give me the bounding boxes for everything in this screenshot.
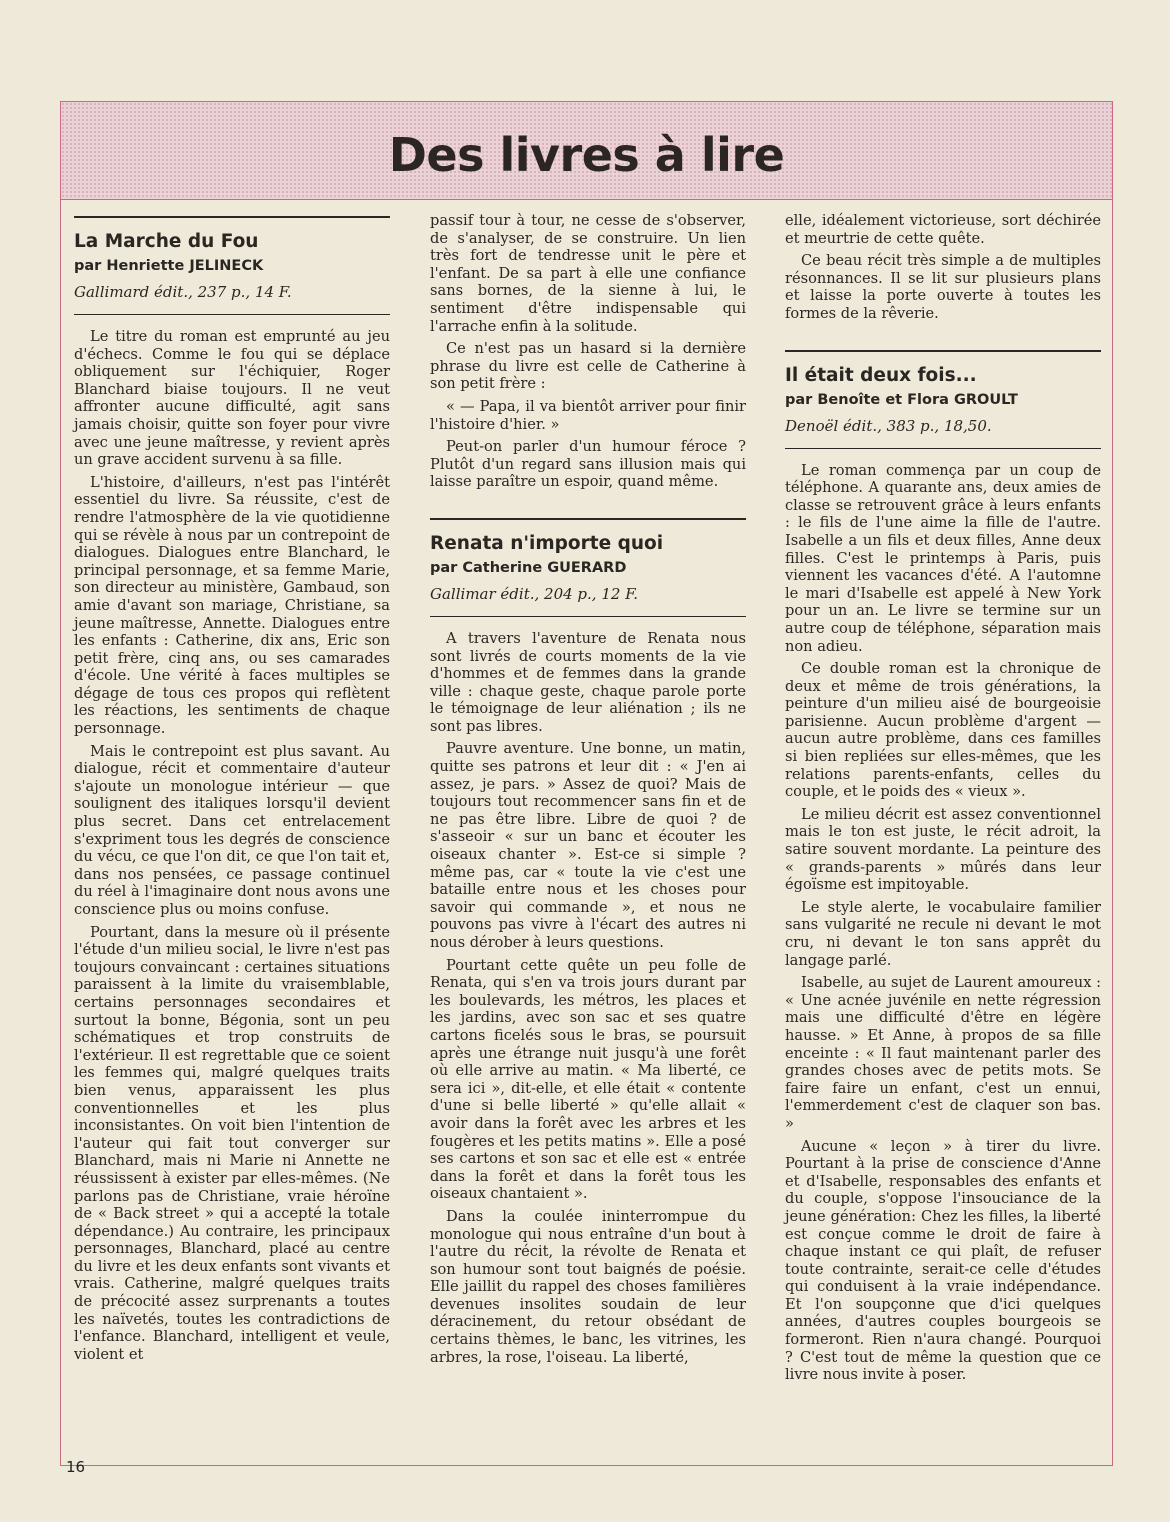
book-author: par Catherine GUERARD xyxy=(430,559,627,576)
book-publisher: Denoël édit., 383 p., 18,50. xyxy=(785,416,992,435)
quote: « — Papa, il va bientôt arriver pour finir l'histoire d'hier. » xyxy=(430,397,746,433)
paragraph: Mais le contrepoint est plus savant. Au dialogue, récit et commentaire d'auteur s'ajoute un monologue intérieur — que soulignent des italiques lorsqu'il devient plus secret. Dans cet entrelacement s'expriment tous les degrés de conscience du vécu, ce que l'on dit, ce que l'on tait et, dans nos pensées, ce passage continuel du réel à l'imaginaire dont nous avons une conscience plus ou moins confuse. xyxy=(74,742,390,918)
paragraph: Ce beau récit très simple a de multiples résonnances. Il se lit sur plusieurs plans et laisse la porte ouverte à toutes les formes de la rêverie. xyxy=(785,252,1101,322)
paragraph: Pourtant cette quête un peu folle de Renata, qui s'en va trois jours durant par les boulevards, les métros, les places et les jardins, avec son sac et ses quatre cartons ficelés sous le bras, se poursuit après une étrange nuit jusqu'à une forêt où elle arrive au matin. « Ma liberté, ce sera ici », dit-elle, et elle était « contente d'une si belle liberté » qu'elle allait « avoir dans la forêt avec les arbres et les fougères et les petits matins ». Elle a posé ses cartons et son sac et elle est « entrée dans la forêt et dans la forêt tous les oiseaux chantaient ». xyxy=(430,956,746,1203)
divider xyxy=(785,448,1101,449)
book-author: par Benoîte et Flora GROULT xyxy=(785,391,1018,408)
column-2 xyxy=(430,212,746,1371)
book-author: par Henriette JELINECK xyxy=(74,258,264,274)
paragraph: Le milieu décrit est assez conventionnel mais le ton est juste, le récit adroit, la satire souvent mordante. La peinture des « grands-parents » mûrés dans leur égoïsme est impitoyable. xyxy=(785,805,1101,894)
book-title: Il était deux fois... xyxy=(785,364,977,386)
page-number: 16 xyxy=(66,1458,86,1476)
paragraph: Dans la coulée ininterrompue du monologue qui nous entraîne d'un bout à l'autre du récit, la révolte de Renata et son humour sont tout baignés de poésie. Elle jaillit du rappel des choses familières devenues insolites soudain de leur déracinement, du retour obsédant de certains thèmes, le banc, les vitrines, les arbres, la rose, l'oiseau. La liberté, xyxy=(430,1207,746,1366)
paragraph: Le style alerte, le vocabulaire familier sans vulgarité ne recule ni devant le mot cru, ni devant le ton sans apprêt du langage parlé. xyxy=(785,898,1101,969)
paragraph: Le titre du roman est emprunté au jeu d'échecs. Comme le fou qui se déplace obliquement sur l'échiquier, Roger Blanchard biaise toujours. Il ne veut affronter aucune difficulté, agit sans jamais choisir, quitte son foyer pour vivre avec une jeune maîtresse, y revient après un grave accident survenu à sa fille. xyxy=(74,328,390,469)
book-publisher: Gallimard édit., 237 p., 14 F. xyxy=(74,283,292,301)
paragraph: elle, idéalement victorieuse, sort déchirée et meurtrie de cette quête. xyxy=(785,212,1101,247)
paragraph: Ce n'est pas un hasard si la dernière phrase du livre est celle de Catherine à son petit frère : xyxy=(430,340,746,393)
section-header xyxy=(61,102,1112,200)
paragraph: A travers l'aventure de Renata nous sont livrés de courts moments de la vie d'hommes et de femmes dans la grande ville : chaque geste, chaque parole porte le témoignage de leur aliénation ; ils ne sont pas libres. xyxy=(430,629,746,735)
paragraph: Ce double roman est la chronique de deux et même de trois générations, la peinture d'un milieu aisé de bourgeoisie parisienne. Aucun problème d'argent — aucun autre problème, dans ces familles si bien repliées sur elles-mêmes, que les relations parents-enfants, celles du couple, et le poids des « vieux ». xyxy=(785,660,1101,801)
rule xyxy=(430,518,746,520)
divider xyxy=(74,314,390,315)
column-3 xyxy=(785,212,1101,1389)
paragraph: Le roman commença par un coup de téléphone. A quarante ans, deux amies de classe se retrouvent grâce à leurs enfants : le fils de l'une aime la fille de l'autre. Isabelle a un fils et deux filles, Anne deux filles. C'est le printemps à Paris, puis viennent les vacances d'été. A l'automne le mari d'Isabelle est appelé à New York pour un an. Le livre se termine sur un autre coup de téléphone, séparation mais non adieu. xyxy=(785,461,1101,655)
paragraph: Peut-on parler d'un humour féroce ? Plutôt d'un regard sans illusion mais qui laisse paraître un espoir, quand même. xyxy=(430,438,746,491)
column-1 xyxy=(74,214,390,1368)
paragraph: Isabelle, au sujet de Laurent amoureux : « Une acnée juvénile en nette régression mais une difficulté d'être en légère hausse. » Et Anne, à propos de sa fille enceinte : « Il faut maintenant parler des grandes choses avec de petits mots. Se faire faire un enfant, c'est un ennui, l'emmerdement c'est de claquer son bas. » xyxy=(785,974,1101,1132)
divider xyxy=(430,616,746,617)
article-frame xyxy=(60,101,1113,1466)
book-publisher: Gallimar édit., 204 p., 12 F. xyxy=(430,584,639,603)
paragraph: Aucune « leçon » à tirer du livre. Pourtant à la prise de conscience d'Anne et d'Isabelle, responsables des enfants et du couple, s'oppose l'insouciance de la jeune génération: Chez les filles, la liberté est conçue comme le droit de faire à chaque instant ce qui plaît, de refuser toute contrainte, serait-ce celle d'études qui conduisent à la vraie indépendance. Et l'on soupçonne que d'ici quelques années, d'autres couples bourgeois se formeront. Rien n'aura changé. Pourquoi ? C'est tout de même la question que ce livre nous invite à poser. xyxy=(785,1137,1101,1384)
book-title: La Marche du Fou xyxy=(74,231,259,252)
book-title: Renata n'importe quoi xyxy=(430,532,664,554)
paragraph: Pauvre aventure. Une bonne, un matin, quitte ses patrons et leur dit : « J'en ai assez, je pars. » Assez de quoi? Mais de toujours tout recommencer sans fin et de ne pas être libre. Libre de quoi ? de s'asseoir « sur un banc et écouter les oiseaux chanter ». Est-ce si simple ? même pas, car « toute la vie c'est une bataille entre nous et les choses pour savoir qui commande », et nous ne pouvons pas vivre à l'écart des autres ni nous dérober à leurs questions. xyxy=(430,740,746,951)
paragraph: Pourtant, dans la mesure où il présente l'étude d'un milieu social, le livre n'est pas toujours convaincant : certaines situations paraissent à la limite du vraisemblable, certains personnages secondaires et surtout la bonne, Bégonia, sont un peu schématiques et trop construits de l'extérieur. Il est regrettable que ce soient les femmes qui, malgré quelques traits bien venus, apparaissent les plus conventionnelles et les plus inconsistantes. On voit bien l'intention de l'auteur qui fait tout converger sur Blanchard, mais ni Marie ni Annette ne réussissent à exister par elles-mêmes. (Ne parlons pas de Christiane, vraie héroïne de « Back street » qui a accepté la totale dépendance.) Au contraire, les principaux personnages, Blanchard, placé au centre du livre et les deux enfants sont vivants et vrais. Catherine, malgré quelques traits de précocité assez surprenants a toutes les naïvetés, toutes les contradictions de l'enfance. Blanchard, intelligent et veule, violent et xyxy=(74,923,390,1363)
paragraph: L'histoire, d'ailleurs, n'est pas l'intérêt essentiel du livre. Sa réussite, c'est de rendre l'atmosphère de la vie quotidienne qui se révèle à nous par un contrepoint de dialogues. Dialogues entre Blanchard, le principal personnage, et sa femme Marie, son directeur au ministère, Gambaud, son amie d'avant son mariage, Christiane, sa jeune maîtresse, Annette. Dialogues entre les enfants : Catherine, dix ans, Eric son petit frère, cinq ans, ou ses camarades d'école. Une vérité à faces multiples se dégage de tous ces propos qui reflètent les réactions, les sentiments de chaque personnage. xyxy=(74,473,390,738)
paragraph: passif tour à tour, ne cesse de s'observer, de s'analyser, de se construire. Un lien très fort de tendresse unit le père et l'enfant. De sa part à elle une confiance sans bornes, de la sienne à lui, le sentiment d'être indispensable qui l'arrache enfin à la solitude. xyxy=(430,212,746,335)
section-title: Des livres à lire xyxy=(388,128,785,182)
rule xyxy=(785,350,1101,352)
rule xyxy=(74,216,390,218)
